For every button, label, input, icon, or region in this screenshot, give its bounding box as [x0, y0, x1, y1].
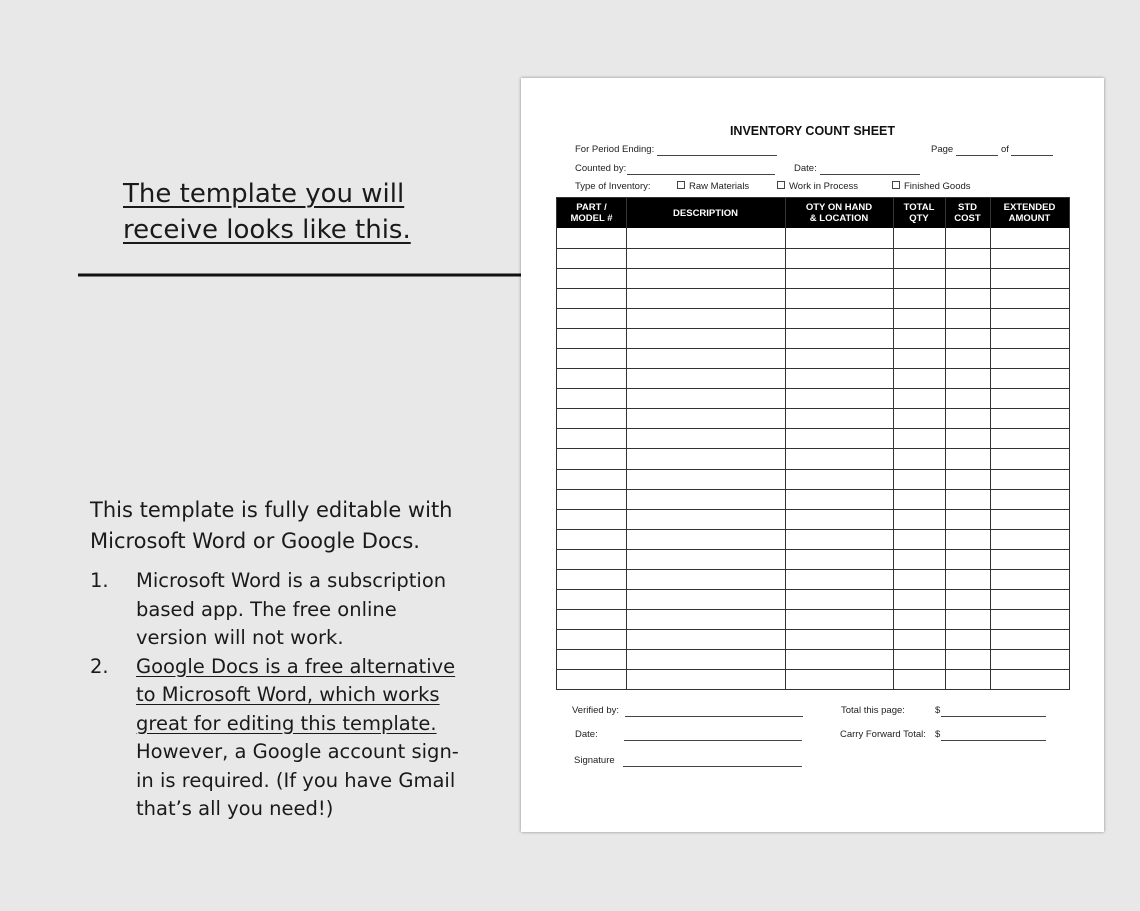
table-row	[557, 348, 1069, 349]
list-line: that’s all you need!)	[136, 797, 334, 820]
page-number-field[interactable]	[956, 155, 998, 156]
col-header-description: DESCRIPTION	[673, 207, 738, 219]
col-header-extended-amount: EXTENDED AMOUNT	[1003, 202, 1056, 224]
table-row	[557, 328, 1069, 329]
signature-label: Signature	[574, 755, 615, 766]
info-intro	[90, 495, 475, 557]
inventory-table	[556, 197, 1070, 690]
table-row	[557, 669, 1069, 670]
list-line-underlined: to Microsoft Word, which works	[136, 683, 440, 706]
col-header-std-cost: STD COST	[954, 202, 981, 224]
table-row	[557, 569, 1069, 570]
table-column-divider	[785, 198, 786, 689]
finished-goods-label: Finished Goods	[904, 181, 971, 192]
total-this-page-label: Total this page:	[841, 705, 905, 716]
table-column-divider	[626, 198, 627, 689]
list-item	[90, 567, 475, 653]
footer-date-label: Date:	[575, 729, 598, 740]
table-row	[557, 448, 1069, 449]
inventory-type-label: Type of Inventory:	[575, 181, 651, 192]
table-column-divider	[945, 198, 946, 689]
list-number: 2.	[90, 654, 109, 678]
table-row	[557, 529, 1069, 530]
date-field[interactable]	[820, 174, 920, 175]
table-row	[557, 629, 1069, 630]
checkbox-icon[interactable]	[777, 181, 785, 189]
table-row	[557, 268, 1069, 269]
period-label: For Period Ending:	[575, 144, 655, 155]
verified-by-label: Verified by:	[572, 705, 619, 716]
verified-by-field[interactable]	[625, 716, 803, 717]
table-column-divider	[990, 198, 991, 689]
callout-line-1: The template you will	[123, 179, 405, 209]
checkbox-icon[interactable]	[892, 181, 900, 189]
table-column-divider	[893, 198, 894, 689]
list-number: 1.	[90, 569, 109, 592]
list-line: in is required. (If you have Gmail	[136, 768, 456, 792]
table-row	[557, 489, 1069, 490]
counted-by-field[interactable]	[627, 174, 775, 175]
info-block	[90, 495, 475, 824]
table-row	[557, 428, 1069, 429]
table-row	[557, 509, 1069, 510]
work-in-process-label: Work in Process	[789, 181, 858, 192]
list-line: However, a Google account sign-	[136, 740, 459, 763]
info-intro-line-2: Microsoft Word or Google Docs.	[90, 529, 420, 553]
total-this-page-field[interactable]	[941, 716, 1046, 717]
list-item	[90, 653, 475, 824]
carry-currency: $	[935, 729, 941, 740]
table-row	[557, 408, 1069, 409]
list-line-underlined: great for editing this template.	[136, 711, 437, 735]
callout-line-2: receive looks like this.	[123, 215, 411, 245]
col-header-total-qty: TOTAL QTY	[903, 202, 935, 224]
table-row	[557, 609, 1069, 610]
raw-materials-option[interactable]	[677, 181, 749, 192]
info-intro-line-1: This template is fully editable with	[90, 498, 453, 522]
list-line: Microsoft Word is a subscription	[136, 569, 447, 592]
list-line: version will not work.	[136, 626, 344, 649]
inventory-sheet-preview	[521, 78, 1104, 832]
table-row	[557, 288, 1069, 289]
signature-field[interactable]	[623, 766, 802, 767]
table-row	[557, 388, 1069, 389]
list-line-underlined: Google Docs is a free alternative	[136, 654, 456, 678]
table-row	[557, 248, 1069, 249]
counted-by-label: Counted by:	[575, 163, 627, 174]
page-label: Page	[931, 144, 954, 155]
table-row	[557, 469, 1069, 470]
table-row	[557, 589, 1069, 590]
list-line: based app. The free online	[136, 597, 397, 621]
footer-date-field[interactable]	[624, 740, 802, 741]
of-label: of	[1001, 144, 1009, 155]
col-header-part: PART / MODEL #	[570, 202, 613, 224]
checkbox-icon[interactable]	[677, 181, 685, 189]
page-total-field[interactable]	[1011, 155, 1053, 156]
date-label: Date:	[794, 163, 817, 174]
carry-forward-field[interactable]	[941, 740, 1046, 741]
table-row	[557, 649, 1069, 650]
info-list	[90, 567, 475, 824]
col-header-qty-location: OTY ON HAND & LOCATION	[805, 202, 873, 224]
table-row	[557, 549, 1069, 550]
period-field[interactable]	[657, 155, 777, 156]
table-header	[557, 198, 1069, 228]
callout-text	[123, 176, 453, 248]
work-in-process-option[interactable]	[777, 181, 858, 192]
pointer-arrow-icon	[78, 266, 588, 286]
raw-materials-label: Raw Materials	[689, 181, 750, 192]
table-row	[557, 368, 1069, 369]
sheet-title: INVENTORY COUNT SHEET	[729, 124, 896, 138]
total-currency: $	[935, 705, 941, 716]
finished-goods-option[interactable]	[892, 181, 971, 192]
carry-forward-label: Carry Forward Total:	[840, 729, 926, 740]
table-row	[557, 308, 1069, 309]
